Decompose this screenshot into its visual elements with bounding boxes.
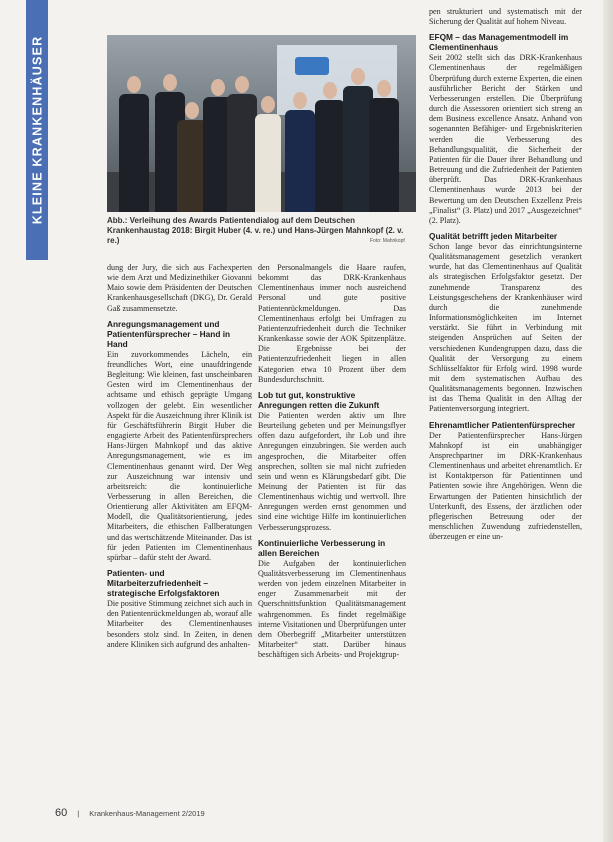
section-label-strip — [26, 0, 48, 260]
text-column-3 — [429, 7, 582, 542]
photo-credit: Foto: Mahnkopf — [370, 238, 405, 244]
photo-caption: Abb.: Verleihung des Awards Patientendialog auf dem Deutschen Krankenhaustag 2018: Birgit Huber (4. v. re.) und Hans-Jürgen Mahnkopf (2. v. re.) — [107, 216, 404, 245]
paragraph: Die Aufgaben der kontinuierlichen Qualitätsverbesserung im Clementinenhaus werden von jedem einzelnen Mitarbeiter in enger Zusammenarbeit mit der Querschnittsfunktion Qualitätsmanagement wahrgenommen. Es findet regelmäßige interne Visitationen und Überprüfungen unter dem Oberbegriff „Mitarbeiter unterstützen Mitarbeiter“ statt. Darüber hinaus beschäftigen sich Arbeits- und Projektgrup- — [258, 558, 406, 660]
drk-logo-icon — [295, 57, 329, 75]
person-figure — [227, 76, 257, 212]
award-photo — [107, 35, 416, 212]
person-figure — [255, 96, 281, 212]
person-figure — [285, 92, 315, 212]
subheading: EFQM – das Managementmodell im Clementinenhaus — [429, 32, 569, 53]
person-figure — [315, 82, 345, 212]
page-number: 60 — [55, 807, 68, 819]
subheading: Ehrenamtlicher Patientenfürsprecher — [429, 419, 576, 430]
page-edge-shadow — [603, 0, 613, 842]
text-column-2 — [258, 263, 406, 660]
subheading: Anregungsmanagement und Patientenfürsprecher – Hand in Hand — [107, 318, 231, 349]
paragraph: dung der Jury, die sich aus Fachexperten wie dem Arzt und Medizinethiker Giovanni Maio sowie dem Präsidenten der Deutschen Krankenhausgesellschaft (DKG), Dr. Gerald Gaß zusammensetzte. — [107, 263, 252, 313]
paragraph: Die Patienten werden aktiv um Ihre Beurteilung gebeten und per Meinungsflyer offen dazu aufgefordert, ihr Lob und ihre Anregungen einzubringen. Sie werden auch angesprochen, die Mitarbeiter offen ansprechen, sollten sie mal nicht zufrieden sein und wenn es Klärungsbedarf gibt. Die Meinung der Patienten ist für das Clementinenhaus wichtig und wertvoll. Ihre Anregungen werden ernst genommen und sind eine wichtige Hilfe im kontinuierlichen Verbesserungsprozess. — [258, 410, 406, 532]
paragraph: Schon lange bevor das einrichtungsinterne Qualitätsmanagement gesetzlich verankert wurde, hat das Clementinenhaus auf Qualität als strategischen Erfolgsfaktor gesetzt. Der zunehmende Transparenz des Leistungsgeschehens der Krankenhäuser wird durch die zunehmende Informationsmöglichkeiten im Internet verstärkt. Sie führt in Verbindung mit steigenden Ansprüchen auf Seiten der verschiedenen Kundengruppen dazu, dass die Qualität der Versorgung zu einem Schlüsselfaktor für Erfolg wird. 1998 wurde mit dem systematischen Aufbau des Qualitätsmanagements begonnen. Inzwischen ist das Thema Qualität in den Alltag der Patientenversorgung integriert. — [429, 241, 582, 414]
journal-name: Krankenhaus-Management 2/2019 — [89, 808, 205, 818]
subheading: Lob tut gut, konstruktive Anregungen retten die Zukunft — [258, 389, 380, 410]
paragraph: pen strukturiert und systematisch mit der Sicherung der Qualität auf hohem Niveau. — [429, 7, 582, 27]
subheading: Kontinuierliche Verbesserung in allen Bereichen — [258, 537, 386, 558]
subheading: Patienten- und Mitarbeiterzufriedenheit – strategische Erfolgsfaktoren — [107, 568, 220, 599]
footer-divider: | — [77, 808, 80, 818]
paragraph: Der Patientenfürsprecher Hans-Jürgen Mahnkopf ist ein unabhängiger Ansprechpartner im DRK-Krankenhaus Clementinenhaus und arbeitet ehrenamtlich. Er ist Kontaktperson für Patientinnen und Patienten sowie ihre Angehörigen. Wenn die Erwartungen der Patienten hinsichtlich der Unterkunft, des Essens, der ärztlichen oder pflegerischen Betreuung oder der menschlichen Zuwendung zufriedenstellen, überzeugen er eine un- — [429, 430, 582, 542]
subheading: Qualität betrifft jeden Mitarbeiter — [429, 230, 558, 241]
page-footer — [55, 807, 385, 819]
person-figure — [369, 80, 399, 212]
text-column-1 — [107, 263, 252, 650]
person-figure — [119, 76, 149, 212]
paragraph: Seit 2002 stellt sich das DRK-Krankenhaus Clementinenhaus der regelmäßigen Überprüfung durch externe Experten, die einen ausführlicher Bericht der Stärken und Verbesserungen erstellen. Die Überprüfung durch die Assessoren orientiert sich streng an dem Business excellence Ansatz. Anhand von sogenannten Befähiger- und Ergebniskriterien werden die Verbesserung des Behandlungsqualität, die Sicherheit der Patienten für die Dauer ihrer Behandlung und Betreuung und die Zufriedenheit der Patienten überprüft. Das DRK-Krankenhaus Clementinenhaus wurde 2013 bei der Bewertung um den Deutschen Exzellenz Preis „Finalist“ (3. Platz) und 2017 „Ausgezeichnet“ (2. Platz). — [429, 53, 582, 225]
section-label: KLEINE KRANKENHÄUSER — [30, 35, 44, 225]
paragraph: den Personalmangels die Haare raufen, bekommt das DRK-Krankenhaus Clementinenhaus immer noch ausreichend Personal und gute positive Patientenrückmeldungen. Das Clementinenhaus erfolgt bei Umfragen zu Patientenzufriedenheit durch die Techniker Krankenkasse sowie der AOK Spitzenplätze. Die Ergebnisse bei der Patientenzufriedenheit liegen in allen Kategorien etwa 10 Prozent über dem Bundesdurchschnitt. — [258, 263, 406, 384]
paragraph: Ein zuvorkommendes Lächeln, ein freundliches Wort, eine unaufdringende Begleitung: Wie kleinen, fast unscheinbaren Gesten wird im Clementinenhaus der achtsame und ethisch geprägte Umgang vollzogen der gelebt. Ein wesentlicher Aspekt für die Auszeichnung ihrer Klinik ist für Geschäftsführerin Birgit Huber die engagierte Arbeit des Patientenfürsprechers Hans-Jürgen Mahnkopf und das aktive Anregungsmanagement, wie es im Clementinenhaus genannt wird. Der Weg zur Auszeichnung war intensiv und arbeitsreich: die kontinuierliche Verbesserung in allen Bereichen, die Orientierung aller Aktivitäten am EFQM-Modell, die Qualitätsorientierung, jedes Mitarbeiters, die ethischen Fallberatungen und das wertschätzende Miteinander. Das ist für jeden Patienten im Clementinenhaus spürbar – dafür steht der Award. — [107, 349, 252, 562]
paragraph: Die positive Stimmung zeichnet sich auch in den Patientenrückmeldungen ab, worauf alle Mitarbeiter des Clementinenhauses besonders stolz sind. In Zeiten, in denen andere Kliniken sich aufgrund des anhalten- — [107, 599, 252, 649]
